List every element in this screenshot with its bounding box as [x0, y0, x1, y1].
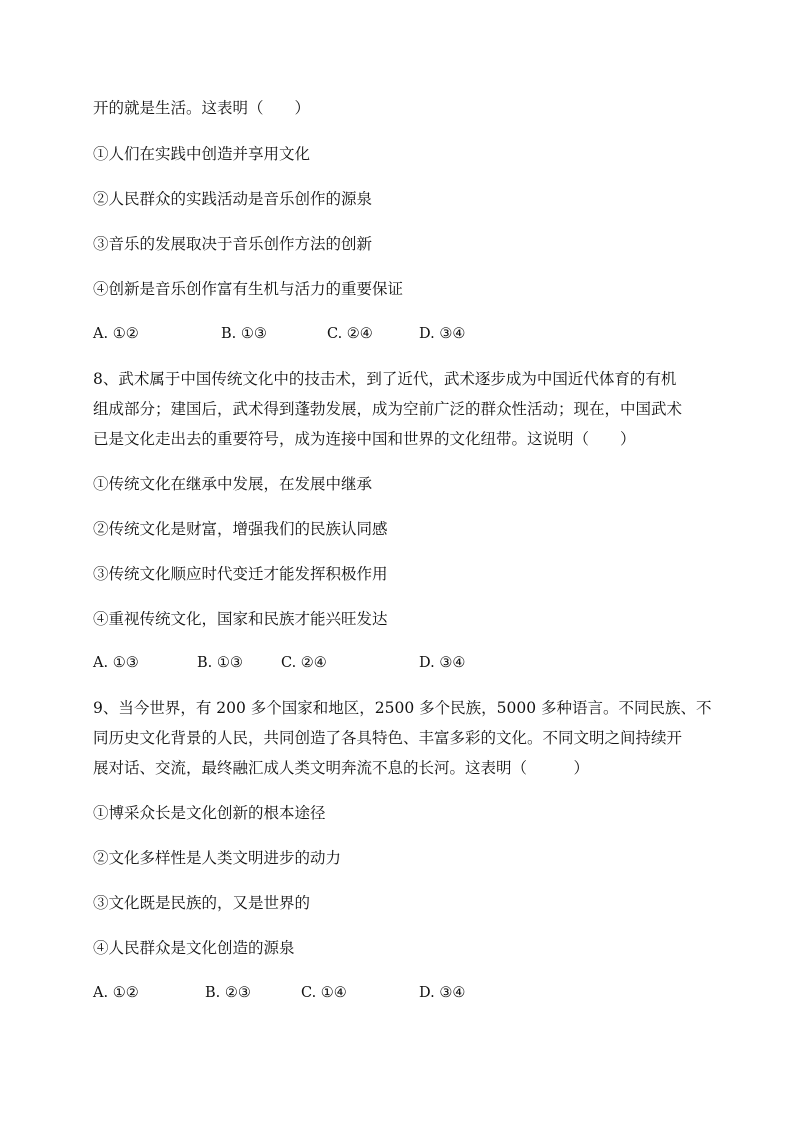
- q7-option-a: A. ①②: [93, 326, 139, 342]
- q8-statement-3: ③传统文化顺应时代变迁才能发挥积极作用: [93, 565, 388, 583]
- q9-statement-1: ①博采众长是文化创新的根本途径: [93, 804, 326, 822]
- q8-stem-line-2: 组成部分；建国后，武术得到蓬勃发展，成为空前广泛的群众性活动；现在，中国武术: [93, 400, 683, 418]
- q8-option-d: D. ③④: [419, 655, 466, 671]
- q9-stem-line-3: 展对话、交流，最终融汇成人类文明奔流不息的长河。这表明（ ）: [93, 759, 590, 777]
- q7-option-c: C. ②④: [327, 326, 373, 342]
- q7-stem-end: 开的就是生活。这表明（ ）: [93, 99, 311, 117]
- q9-statement-2: ②文化多样性是人类文明进步的动力: [93, 849, 342, 867]
- q7-statement-3: ③音乐的发展取决于音乐创作方法的创新: [93, 235, 373, 253]
- q7-options: [93, 323, 713, 345]
- q9-option-c: C. ①④: [301, 985, 347, 1001]
- q9-option-a: A. ①②: [93, 985, 139, 1001]
- q8-option-b: B. ①③: [197, 655, 243, 671]
- q9-option-d: D. ③④: [419, 985, 466, 1001]
- q8-stem-line-3: 已是文化走出去的重要符号，成为连接中国和世界的文化纽带。这说明（ ）: [93, 430, 636, 448]
- q8-statement-2: ②传统文化是财富，增强我们的民族认同感: [93, 520, 388, 538]
- q8-stem-line-1: 8、武术属于中国传统文化中的技击术，到了近代，武术逐步成为中国近代体育的有机: [93, 370, 677, 388]
- q8-statement-4: ④重视传统文化，国家和民族才能兴旺发达: [93, 610, 388, 628]
- q8-options: [93, 652, 713, 674]
- q9-option-b: B. ②③: [205, 985, 251, 1001]
- q9-statement-4: ④人民群众是文化创造的源泉: [93, 939, 295, 957]
- q8-option-c: C. ②④: [281, 655, 327, 671]
- q7-option-b: B. ①③: [221, 326, 267, 342]
- q8-option-a: A. ①③: [93, 655, 139, 671]
- q7-statement-4: ④创新是音乐创作富有生机与活力的重要保证: [93, 280, 404, 298]
- q7-statement-1: ①人们在实践中创造并享用文化: [93, 145, 311, 163]
- q7-statement-2: ②人民群众的实践活动是音乐创作的源泉: [93, 190, 373, 208]
- q8-statement-1: ①传统文化在继承中发展，在发展中继承: [93, 475, 373, 493]
- q9-options: [93, 982, 713, 1004]
- q9-stem-line-2: 同历史文化背景的人民，共同创造了各具特色、丰富多彩的文化。不同文明之间持续开: [93, 729, 683, 747]
- q9-stem-line-1: 9、当今世界，有 200 多个国家和地区，2500 多个民族，5000 多种语言。不同民族、不: [93, 699, 712, 717]
- q9-statement-3: ③文化既是民族的，又是世界的: [93, 894, 311, 912]
- q7-option-d: D. ③④: [419, 326, 466, 342]
